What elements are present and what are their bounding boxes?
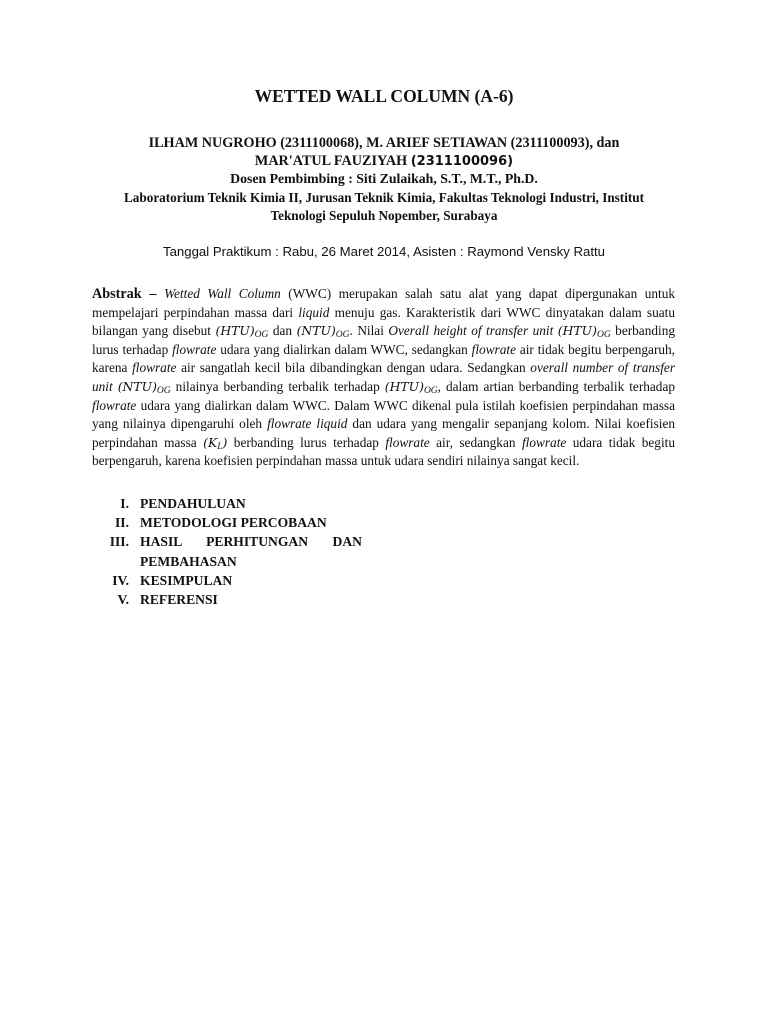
kl-symbol: (K [203,434,218,450]
abstract-text: dan udara yang mengalir sepanjang kolom. Nilai koefisien perpindahan massa [92,416,675,450]
abstract-text: menuju gas. Karakteristik dari WWC dinyatakan dalam suatu bilangan yang disebut [92,304,676,339]
abstract-dash: – [141,286,165,302]
affiliation-line-1: Laboratorium Teknik Kimia II, Jurusan Teknik Kimia, Fakultas Teknologi Industri, Institut [124,190,644,205]
author-nrp: (2311100096) [410,154,514,169]
l-subscript: L [217,441,223,452]
og-subscript: OG [254,330,269,341]
section-number: I. [120,496,129,511]
flowrate-term: flowrate [471,341,516,357]
abstract-text: air, sedangkan [429,434,522,450]
abstract-text: Wetted Wall Column [164,286,281,301]
flowrate-term: flowrate [172,341,217,357]
section-number: V. [117,592,129,608]
section-title: KESIMPULAN [140,572,233,588]
og-subscript: OG [423,385,438,396]
practicum-info: Tanggal Praktikum : Rabu, 26 Maret 2014, Asisten : Raymond Vensky Rattu [162,244,605,259]
abstract-text: (WWC) merupakan salah satu alat yang dapat dipergunakan untuk mempelajari perpindahan massa dari [92,286,675,320]
og-subscript: OG [156,385,171,396]
abstract-text: liquid [298,304,330,320]
section-title: REFERENSI [140,592,218,608]
section-number: II. [115,515,129,531]
authors-line-1: ILHAM NUGROHO (2311100068), M. ARIEF SETIAWAN (2311100093), dan [148,135,620,151]
ntu-symbol: (NTU) [117,378,157,394]
abstract-text: air tidak begitu berpengaruh, karena [92,341,676,376]
section-title: HASIL PERHITUNGAN DAN PEMBAHASAN [140,534,362,569]
section-item [92,590,382,609]
author-name: MAR'ATUL FAUZIYAH [254,153,411,169]
affiliation-line-2: Teknologi Sepuluh Nopember, Surabaya [270,208,498,223]
flowrate-term: flowrate [92,397,137,413]
abstract-text: Overall height of transfer unit [388,323,554,339]
abstract-text: udara tidak begitu berpengaruh, karena koefisien perpindahan massa untuk udara sendiri nilainya sangat kecil. [92,434,675,469]
flowrate-term: flowrate [132,360,177,376]
abstract-text: dan [268,323,297,339]
section-number: IV. [112,572,129,588]
section-list [92,494,382,609]
og-subscript: OG [596,330,611,341]
abstract-text: overall number of transfer unit [92,360,675,394]
abstract-paragraph [92,285,675,471]
paper-title: WETTED WALL COLUMN (A-6) [254,86,514,106]
htu-symbol: (HTU) [215,323,255,339]
abstract-text: udara yang dialirkan dalam WWC. Dalam WWC dikenal pula istilah koefisien perpindahan massa yang nilainya dipengaruhi oleh [92,397,675,432]
abstract-text: , dalam artian berbanding terbalik terhadap [437,378,676,394]
section-title: PENDAHULUAN [140,496,246,511]
abstract-text: flowrate liquid [267,416,348,432]
flowrate-term: flowrate [521,434,567,450]
supervisor: Dosen Pembimbing : Siti Zulaikah, S.T., M.T., Ph.D. [230,171,538,186]
abstract-text: nilainya berbanding terbalik terhadap [170,378,385,394]
section-number: III. [109,534,129,550]
og-subscript: OG [335,330,350,341]
abstract-text: air sangatlah kecil bila dibandingkan dengan udara. Sedangkan [176,360,531,376]
section-item [92,513,382,532]
author-list [84,134,684,171]
htu-symbol: (HTU) [384,378,424,394]
abstract-text: udara yang dialirkan dalam WWC, sedangkan [216,341,472,357]
abstract-text: berbanding lurus terhadap [227,434,386,450]
section-item [92,494,382,513]
htu-symbol: (HTU) [557,323,597,339]
section-item [92,532,382,570]
section-item [92,571,382,590]
affiliation [90,189,678,225]
flowrate-term: flowrate [385,434,430,450]
kl-symbol-close: ) [222,434,228,450]
abstract-text: . Nilai [349,323,389,339]
abstract-text: berbanding lurus terhadap [92,323,675,357]
authors-line-2 [84,152,684,171]
ntu-symbol: (NTU) [296,323,336,339]
abstract-label: Abstrak [92,286,142,302]
section-title: METODOLOGI PERCOBAAN [140,515,327,531]
